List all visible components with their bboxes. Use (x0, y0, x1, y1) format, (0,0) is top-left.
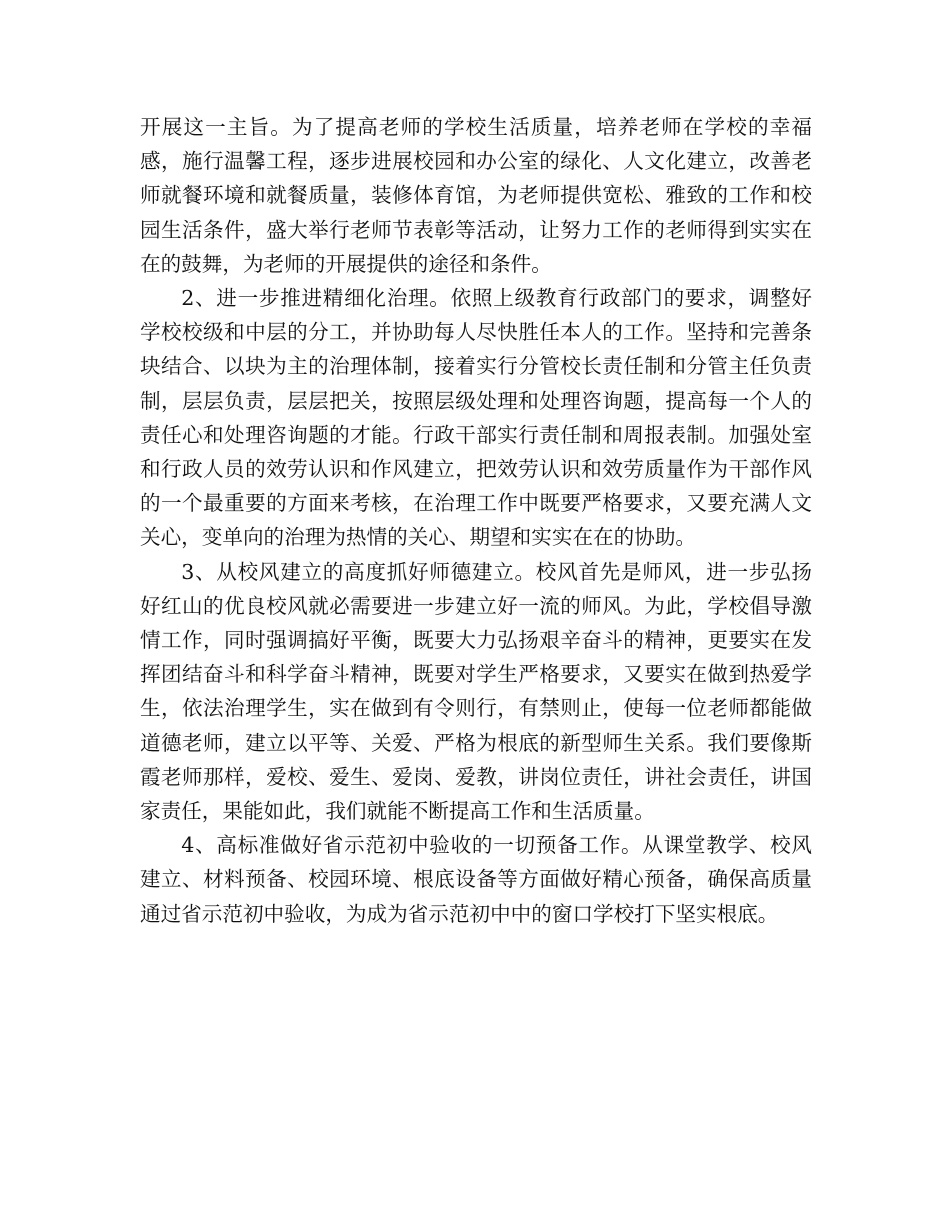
paragraph-item-3: 3、从校风建立的高度抓好师德建立。校风首先是师风，进一步弘扬好红山的优良校风就必需要进一步建立好一流的师风。为此，学校倡导激情工作，同时强调搞好平衡，既要大力弘扬艰辛奋斗的精神，更要实在发挥团结奋斗和科学奋斗精神，既要对学生严格要求，又要实在做到热爱学生，依法治理学生，实在做到有令则行，有禁则止，使每一位老师都能做道德老师，建立以平等、关爱、严格为根底的新型师生关系。我们要像斯霞老师那样，爱校、爱生、爱岗、爱教，讲岗位责任，讲社会责任，讲国家责任，果能如此，我们就能不断提高工作和生活质量。 (140, 559, 812, 824)
paragraph-item-2: 2、进一步推进精细化治理。依照上级教育行政部门的要求，调整好学校校级和中层的分工，并协助每人尽快胜任本人的工作。坚持和完善条块结合、以块为主的治理体制，接着实行分管校长责任制和分管主任负责制，层层负责，层层把关，按照层级处理和处理咨询题，提高每一个人的责任心和处理咨询题的才能。行政干部实行责任制和周报表制。加强处室和行政人员的效劳认识和作风建立，把效劳认识和效劳质量作为干部作风的一个最重要的方面来考核，在治理工作中既要严格要求，又要充满人文关心，变单向的治理为热情的关心、期望和实实在在的协助。 (140, 286, 812, 550)
paragraph-intro-continuation: 开展这一主旨。为了提高老师的学校生活质量，培养老师在学校的幸福感，施行温馨工程，逐步进展校园和办公室的绿化、人文化建立，改善老师就餐环境和就餐质量，装修体育馆，为老师提供宽松、雅致的工作和校园生活条件，盛大举行老师节表彰等活动，让努力工作的老师得到实实在在的鼓舞，为老师的开展提供的途径和条件。 (140, 115, 812, 276)
document-body (140, 110, 812, 931)
paragraph-item-4: 4、高标准做好省示范初中验收的一切预备工作。从课堂教学、校风建立、材料预备、校园环境、根底设备等方面做好精心预备，确保高质量通过省示范初中验收，为成为省示范初中中的窗口学校打下坚实根底。 (140, 833, 812, 926)
